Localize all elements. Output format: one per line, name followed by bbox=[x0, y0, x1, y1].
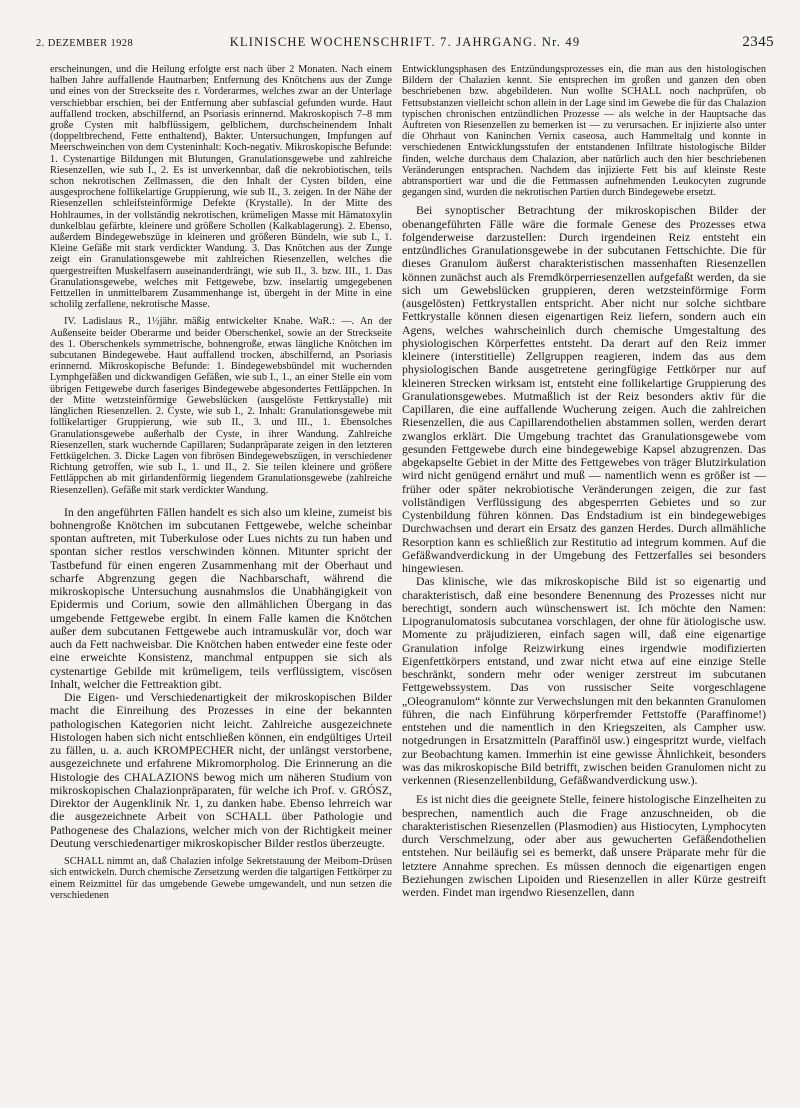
page-number: 2345 bbox=[742, 34, 774, 50]
paragraph-naming: Das klinische, wie das mikroskopische Bild ist so eigenartig und charakteristisch, daß eine besondere Benennung des Prozesses nicht nur berechtigt, sondern auch wünschenswert ist. Ich möchte den Namen: Lipogranulomatosis subcutanea vorschlagen, der ohne für ätiologische usw. Momente zu präjudizieren, einfach sagen will, daß eine eigenartige Granulation infolge Reizwirkung eines irgendwie modifizierten Eigenfettkörpers entstand, und zwar nicht etwa auf eine einzige Stelle beschränkt, sondern mehr oder weniger zerstreut im subcutanen Fettgewebssystem. Das von russischer Seite vorgeschlagene „Oleogranulom“ könnte zur Verwechslungen mit den bekannten Granulomen führen, die nach Einführung körperfremder Fettstoffe (Paraffinome!) entstehen und die namentlich in den Kriegszeiten, als Campher usw. notgedrungen in Ersatzmitteln (Paraffinöl usw.) eingespritzt wurde, vielfach zur Beobachtung kamen. Immerhin ist eine gewisse Ähnlichkeit, besonders was das mikroskopische Bild betrifft, zwischen beiden Granulomen nicht zu verkennen (Riesenzellenbildung, Gefäßwandverdickung usw.). bbox=[402, 575, 766, 788]
schall-continuation: Entwicklungsphasen des Entzündungsprozesses ein, die man aus den histologischen Bildern der Chalazien kennt. Sie entsprechen im großen und ganzen den oben beschriebenen bzw. abgebildeten. Nun wollte SCHALL noch nachprüfen, ob Fettsubstanzen vielleicht schon allein in der Lage sind im Gewebe die für das Chalazion typischen chronischen entzündlichen Prozesse — als welche in der Hauptsache das Auftreten von Riesenzellen zu bemerken ist — zu verursachen. Er injizierte also unter die Ohrhaut von Kaninchen Vernix caseosa, auch Hammeltalg und konnte in verschiedenen Entwicklungsstufen der entstandenen Infiltrate histologische Bilder finden, welche durchaus dem Chalazion, aber natürlich auch den hier beschriebenen Veränderungen entsprachen. Nachdem das injizierte Fett bis auf kleinste Reste abtransportiert war und die die Fettmassen aufnehmenden Leukocyten zugrunde gegangen sind, wurden die nekrotischen Partien durch Bindegewebe ersetzt. bbox=[402, 64, 766, 199]
running-header bbox=[36, 34, 774, 54]
journal-title: KLINISCHE WOCHENSCHRIFT. 7. JAHRGANG. Nr. 49 bbox=[229, 35, 581, 49]
paragraph-formal-genesis: Bei synoptischer Betrachtung der mikroskopischen Bilder der obenangeführten Fälle wäre die formale Genese des Prozesses etwa folgenderweise darzustellen: Durch irgendeinen Reiz entsteht ein entzündliches Granulationsgewebe in der subcutanen Fettschichte. Die für dieses Granulom äußerst charakteristischen massenhaften Riesenzellen können zunächst auch als Fremdkörperriesenzellen aufgefaßt werden, da sie sich um Gewebslücken gruppieren, deren wetzsteinförmige Form (ausgelösten) Fettkrystallen entspricht. Aber nicht nur solche sichtbare Fettkrystalle können diesen eigenartigen Reiz liefern, sondern auch ein Agens, welches wahrscheinlich durch chemische Umgestaltung des physiologischen Körperfettes entsteht. Da derart auf den Reiz immer kleinere (interstitielle) Zellgruppen reagieren, indem das aus dem physiologischen Bande ausgetretene geringfügige Fettkörper nur auf kleineren Strecken wirksam ist, entsteht eine follikelartige Gruppierung des Granulationsgewebes. Mutmaßlich ist der Reiz besonders aktiv für die Capillaren, die eine auffallende Wucherung zeigen. Auch die zahlreichen Riesenzellen, die aus Capillarendothelien abstammen sollen, werden derart zwanglos erklärt. Die Umgebung trachtet das Granulationsgewebe vom gesunden Fettgewebe durch eine bindegewebige Kapsel abzugrenzen. Das abgekapselte Gebiet in der Mitte des Fettgewebes von träger Blutzirkulation wird nicht genügend ernährt und muß — namentlich wenn es größer ist — früher oder später nekrobiotische Veränderungen zeigen, die zur fast vollständigen Verflüssigung des abgesperrten Gebietes und so zur Cystenbildung führen können. Das Endstadium ist ein bindegewebiges Durchwachsen und derart ein Ersatz des ganzen Herdes. Durch allmähliche Resorption kann es schließlich zur Restitutio ad integrum kommen. Auf die Gefäßwandverdickung in der Umgebung des Fettzerfalles sei besonders hingewiesen. bbox=[402, 204, 766, 576]
paragraph-schall: SCHALL nimmt an, daß Chalazien infolge Sekretstauung der Meibom-Drüsen sich entwickeln. Durch chemische Zersetzung werden die talgartigen Fettkörper zu einem Reizmittel für das umgebende Gewebe umgewandelt, und nun setzen die verschiedenen bbox=[50, 856, 392, 901]
paragraph-findings-summary: In den angeführten Fällen handelt es sich also um kleine, zumeist bis bohnengroße Knötchen im subcutanen Fettgewebe, welche scheinbar spontan auftreten, mit Tuberkulose oder Lues nichts zu tun haben und spontan sicher restlos verschwinden können. Mitunter spricht der Tastbefund für einen engeren Zusammenhang mit der Oberhaut und scharfe Abgrenzung gegen die Nachbarschaft, während die mikroskopische Untersuchung ausnahmslos die Unabhängigkeit von Epidermis und Corium, sowie den allmählichen Übergang in das umgebende Fettgewebe ergibt. In einem Falle kamen die Knötchen außer dem subcutanen Fettgewebe auch intramuskulär vor, doch war auch da Fett nachweisbar. Die Knötchen haben entweder eine feste oder eine erweichte Konsistenz, manchmal entpuppen sie sich als cystenartige Gebilde mit krümeligem, teils verflüssigtem, viscösen Inhalt, welcher die Fettreaktion gibt. bbox=[50, 505, 392, 691]
paragraph-giant-cells: Es ist nicht dies die geeignete Stelle, feinere histologische Einzelheiten zu besprechen, namentlich auch die Frage anzuschneiden, ob die charakteristischen Riesenzellen (Plasmodien) aus Histiocyten, Lymphocyten durch Verschmelzung, oder aber aus gewucherten Gefäßendothelien entstehen. Nur beiläufig sei es bemerkt, daß unsere Präparate mehr für die letztere Annahme sprechen. Es müssen dennoch die eigenartigen engen Beziehungen zwischen Lipoiden und Riesenzellen in aller Kürze gestreift werden. Findet man irgendwo Riesenzellen, dann bbox=[402, 793, 766, 900]
issue-date: 2. DEZEMBER 1928 bbox=[36, 38, 134, 49]
left-column bbox=[50, 64, 392, 1100]
paragraph-classification: Die Eigen- und Verschiedenartigkeit der mikroskopischen Bilder macht die Einreihung des Prozesses in eine der bekannten pathologischen Kategorien nicht leicht. Zahlreiche ausgezeichnete Histologen haben sich nicht entschließen können, ein endgültiges Urteil zu fällen, u. a. auch KROMPECHER nicht, der unlängst verstorbene, ausgezeichnete und erfahrene Mikromorpholog. Die Erinnerung an die Histologie des CHALAZIONS bewog mich um näheren Studium von mikroskopischen Chalazionpräparaten, für welche ich Prof. v. GRÓSZ, Direktor der Augenklinik Nr. 1, zu danken habe. Ebenso lehrreich war die ausgezeichnete Arbeit von SCHALL über Pathologie und Pathogenese des Chalazions, welcher mich von der Richtigkeit meiner Deutung verschiedenartiger mikroskopischer Bilder restlos überzeugte. bbox=[50, 691, 392, 850]
right-column bbox=[402, 64, 766, 1100]
case-4-report: IV. Ladislaus R., 1½jähr. mäßig entwickelter Knabe. WaR.: —. An der Außenseite beider Oberarme und beider Oberschenkel, sowie an der Streckseite des 1. Oberschenkels symmetrische, bohnengroße, etwas längliche Knötchen im subcutanen Bindegewebe. Haut auffallend trocken, abschilfernd, an Psoriasis erinnernd. Mikroskopische Befunde: 1. Bindegewebsbündel mit wuchernden Lymphgefäßen und dickwandigen Gefäßen, wie sub I., 1., an einer Stelle ein vom übrigen Fettgewebe durch faseriges Bindegewebe abgesondertes Fettläppchen. In der Mitte wetzsteinförmige Gewebslücken (ausgelöste Fettkrystalle) mit länglichen Riesenzellen. 2. Cyste, wie sub I., 2. Inhalt: Granulationsgewebe mit follikelartiger Gruppierung, wie sub II., 3. und III., 1. Ebensolches Granulationsgewebe außerhalb der Cyste, in ihrer Wandung. Zahlreiche Riesenzellen, stark wuchernde Capillaren; Sudanpräparate zeigen in den letzteren Fettkügelchen. 3. Dicke Lagen von fibrösen Bindegewebszügen, in verschiedener Richtung getroffen, wie sub I., 1. und II., 2. Sie teilen kleinere und größere Fettläppchen ab mit girlandenförmig liegendem Granulationsgewebe (zahlreiche Riesenzellen). Gefäße mit stark verdickter Wandung. bbox=[50, 316, 392, 496]
case-3-continuation: erscheinungen, und die Heilung erfolgte erst nach über 2 Monaten. Nach einem halben Jahre auffallende Hautnarben; Entfernung des Knötchens aus der Zunge und eines von der Streckseite des r. Vorderarmes, welches zwar an der Unterlage verschiebbar erschien, bei der Entfernung aber subfascial gefunden wurde. Haut auffallend trocken, abschilfernd, an Psoriasis erinnernd. Makroskopisch 7–8 mm große Cysten mit halbflüssigem, gelblichem, durchscheinendem Inhalt (doppeltbrechend, Fette enthaltend), Bakter. Untersuchungen, Impfungen auf Meerschweinchen von dem Cysteninhalt: Koch-negativ. Mikroskopische Befunde: 1. Cystenartige Bildungen mit Blutungen, Granulationsgewebe und zahlreiche Riesenzellen, wie sub I., 2. Es ist unverkennbar, daß die nekrobiotischen, teils schon nekrotischen Zellmassen, die den Inhalt der Cysten bilden, eine ausgesprochene follikelartige Gruppierung, wie sub II., 3. zeigen. In der Nähe der Riesenzellen schleifsteinförmige Defekte (Krystalle). In der Mitte des Hohlraumes, in der vollständig nekrotischen, krümeligen Masse mit Hämatoxylin dunkelblau gefärbte, kleinere und größere Schollen (Kalkablagerung). 2. Ebenso, außerdem Bindegewebszüge in kleineren und größeren Bündeln, wie sub I., 1. Kleine Gefäße mit stark verdickter Wandung. 3. Das Knötchen aus der Zunge zeigt ein Granulationsgewebe mit zahlreichen Riesenzellen, welches die quergestreiften Muskelfasern auseinanderdrängt, wie sub II., 3. bzw. III., 1. Das Granulationsgewebe, welches mit Fettgewebe, bzw. inselartig umgegebenen Fettzellen in unmittelbarem Zusammenhange ist, übergeht in der Mitte in eine scholilg zerfallene, nekrotische Masse. bbox=[50, 64, 392, 311]
